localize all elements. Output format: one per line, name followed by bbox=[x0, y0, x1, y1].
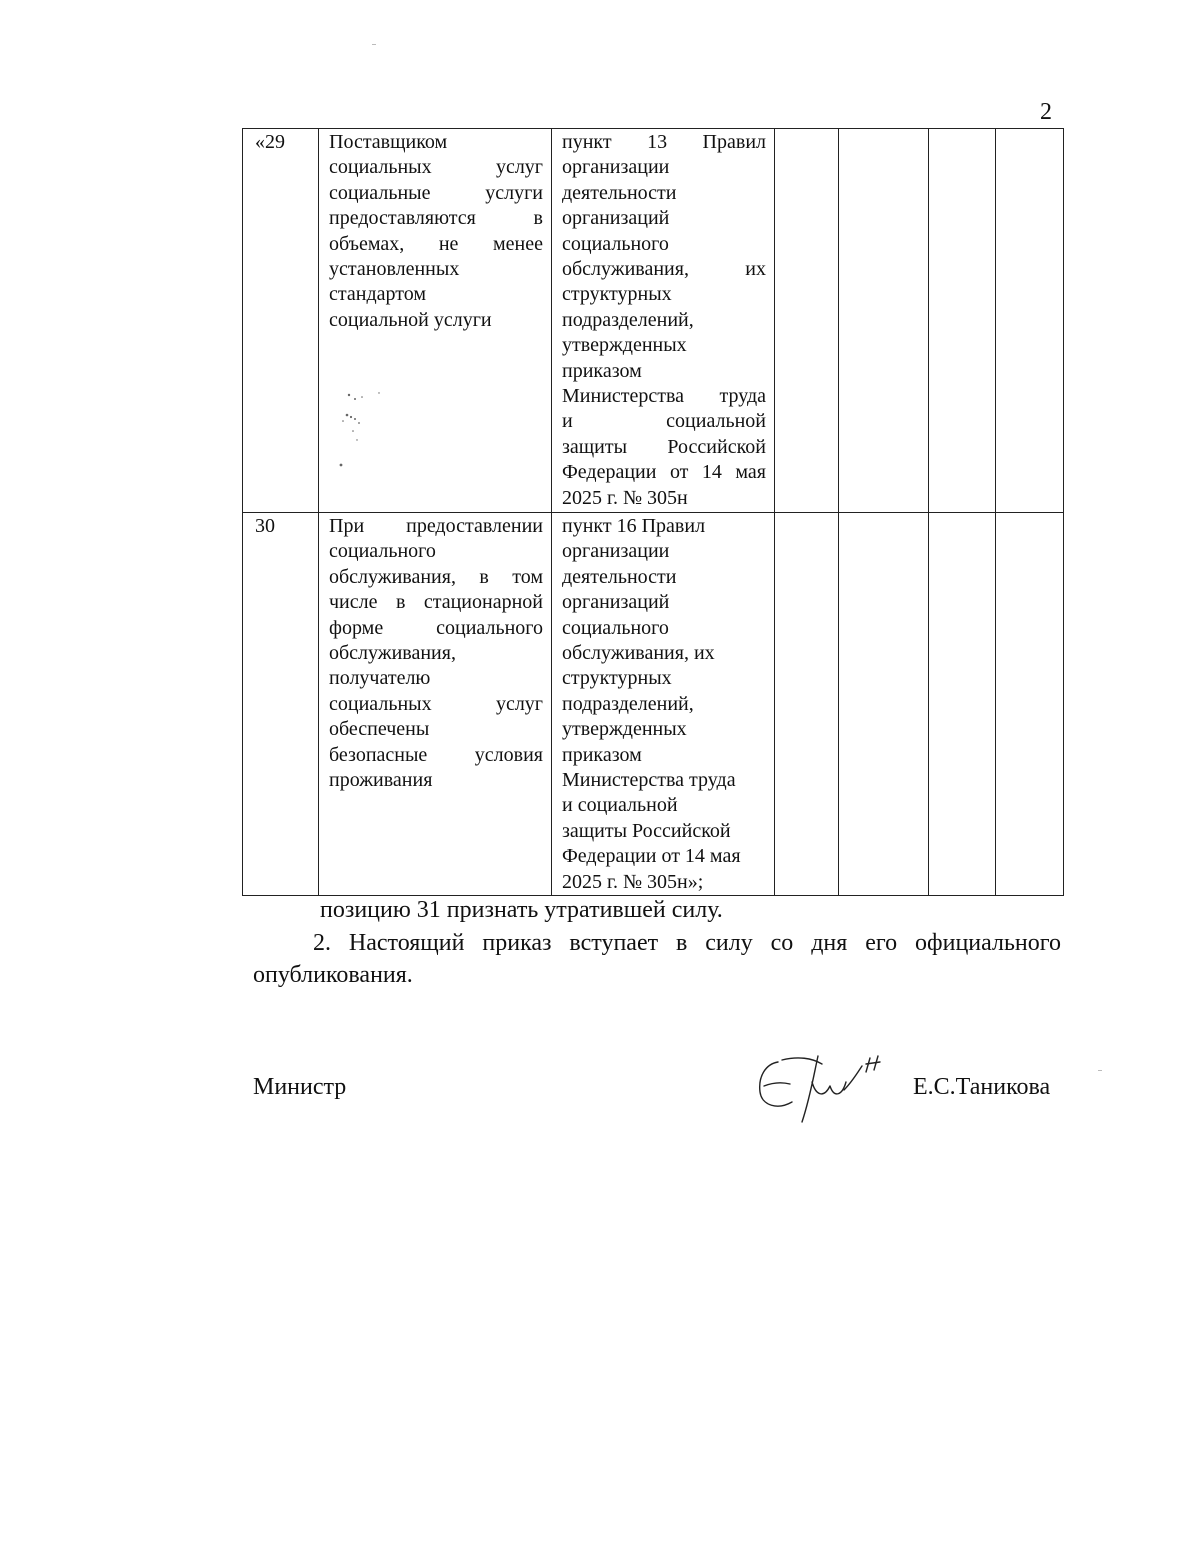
row-number: «29 bbox=[243, 129, 319, 513]
position-31-note: позицию 31 признать утратившей силу. bbox=[320, 897, 723, 923]
empty-cell bbox=[929, 513, 996, 896]
requirement-line: числе в стационарной bbox=[329, 591, 543, 614]
requirement-line: социальных услуг bbox=[329, 156, 543, 179]
requirement-line: социальной услуги bbox=[329, 308, 492, 331]
handwritten-signature bbox=[752, 1052, 892, 1124]
basis-line: организации bbox=[562, 540, 670, 563]
basis-line: приказом bbox=[562, 359, 642, 382]
scan-speck bbox=[372, 44, 376, 45]
basis-line: подразделений, bbox=[562, 692, 694, 715]
basis-line: подразделений, bbox=[562, 308, 694, 331]
requirement-line: безопасные условия bbox=[329, 743, 543, 766]
requirement-line: форме социального bbox=[329, 616, 543, 639]
basis-line: 2025 г. № 305н»; bbox=[562, 870, 704, 893]
basis-line: структурных bbox=[562, 283, 672, 306]
basis-line: Министерства труда bbox=[562, 385, 766, 408]
requirement-line: социальные услуги bbox=[329, 181, 543, 204]
basis-line: защиты Российской bbox=[562, 819, 731, 842]
basis-line: организаций bbox=[562, 207, 670, 230]
basis-line: организаций bbox=[562, 591, 670, 614]
table-row bbox=[243, 129, 1064, 513]
scan-specks bbox=[329, 385, 399, 485]
page-number: 2 bbox=[1040, 99, 1052, 125]
table-row bbox=[243, 513, 1064, 896]
requirement-line: проживания bbox=[329, 769, 433, 792]
empty-cell bbox=[775, 129, 839, 513]
requirement-line: Поставщиком bbox=[329, 131, 448, 153]
empty-cell bbox=[929, 129, 996, 513]
basis-cell bbox=[552, 513, 775, 896]
requirement-cell bbox=[319, 129, 552, 513]
basis-line: обслуживания, их bbox=[562, 258, 766, 281]
basis-line: деятельности bbox=[562, 181, 677, 204]
requirement-line: обслуживания, в том bbox=[329, 565, 543, 588]
basis-line: Федерации от 14 мая bbox=[562, 845, 741, 868]
requirement-cell bbox=[319, 513, 552, 896]
basis-line: утвержденных bbox=[562, 334, 687, 357]
row-number: 30 bbox=[243, 513, 319, 896]
empty-cell bbox=[839, 129, 929, 513]
signer-name: Е.С.Таникова bbox=[913, 1074, 1051, 1100]
requirement-line: объемах, не менее bbox=[329, 232, 543, 255]
basis-line: защиты Российской bbox=[562, 435, 766, 458]
basis-line: структурных bbox=[562, 667, 672, 690]
positions-table bbox=[242, 128, 1064, 896]
basis-line: Министерства труда bbox=[562, 769, 736, 792]
requirement-line: стандартом bbox=[329, 283, 426, 306]
requirement-line: обслуживания, bbox=[329, 642, 456, 665]
requirement-line: При предоставлении bbox=[329, 515, 543, 537]
basis-line: Федерации от 14 мая bbox=[562, 461, 766, 484]
basis-line: приказом bbox=[562, 743, 642, 766]
requirement-line: социальных услуг bbox=[329, 692, 543, 715]
empty-cell bbox=[996, 129, 1064, 513]
basis-line: деятельности bbox=[562, 565, 677, 588]
basis-line: пункт 13 Правил bbox=[562, 131, 766, 153]
requirement-line: установленных bbox=[329, 258, 460, 281]
requirement-line: социального bbox=[329, 540, 436, 563]
signer-title: Министр bbox=[253, 1074, 347, 1100]
requirement-line: обеспечены bbox=[329, 718, 430, 741]
basis-line: утвержденных bbox=[562, 718, 687, 741]
basis-line: 2025 г. № 305н bbox=[562, 486, 688, 509]
basis-line: пункт 16 Правил bbox=[562, 515, 706, 537]
basis-line: социального bbox=[562, 616, 669, 639]
basis-line: и социальной bbox=[562, 410, 766, 433]
scan-speck bbox=[1098, 1070, 1102, 1071]
empty-cell bbox=[839, 513, 929, 896]
basis-line: и социальной bbox=[562, 794, 678, 817]
requirement-line: получателю bbox=[329, 667, 431, 690]
paragraph-2: 2. Настоящий приказ вступает в силу со дня его официального опубликования. bbox=[253, 930, 1061, 988]
basis-line: организации bbox=[562, 156, 670, 179]
basis-line: социального bbox=[562, 232, 669, 255]
requirement-line: предоставляются в bbox=[329, 207, 543, 230]
empty-cell bbox=[996, 513, 1064, 896]
empty-cell bbox=[775, 513, 839, 896]
basis-cell bbox=[552, 129, 775, 513]
basis-line: обслуживания, их bbox=[562, 642, 715, 665]
